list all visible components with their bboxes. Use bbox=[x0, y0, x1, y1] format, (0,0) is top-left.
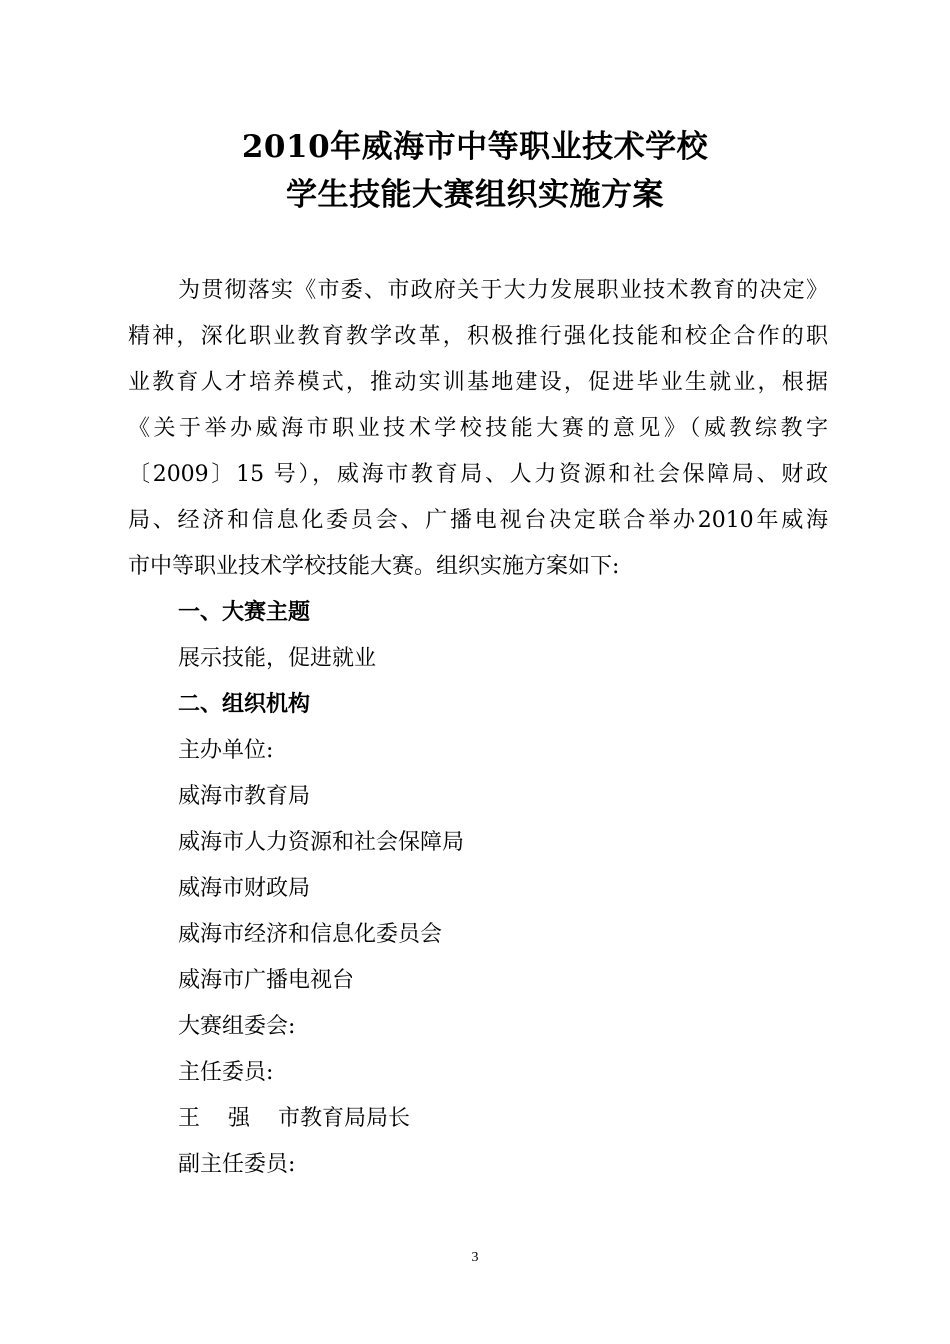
intro-line: 业教育人才培养模式，推动实训基地建设，促进毕业生就业，根据 bbox=[128, 370, 828, 395]
intro-line: 为贯彻落实《市委、市政府关于大力发展职业技术教育的决定》 bbox=[178, 278, 828, 303]
director-surname: 王 bbox=[178, 1106, 201, 1131]
director-label: 主任委员: bbox=[178, 1060, 274, 1085]
intro-line: 市中等职业技术学校技能大赛。组织实施方案如下: bbox=[128, 554, 620, 579]
page-number: 3 bbox=[471, 1250, 479, 1265]
host-item: 威海市教育局 bbox=[178, 784, 311, 809]
intro-line: 精神，深化职业教育教学改革，积极推行强化技能和校企合作的职 bbox=[128, 324, 828, 349]
title-line-1: 2010年威海市中等职业技术学校 bbox=[241, 129, 709, 165]
theme-content: 展示技能，促进就业 bbox=[178, 646, 377, 671]
director-given-name: 强 bbox=[228, 1106, 251, 1131]
host-label: 主办单位: bbox=[178, 738, 274, 763]
section-heading-theme: 一、大赛主题 bbox=[178, 600, 311, 625]
committee-label: 大赛组委会: bbox=[178, 1014, 296, 1039]
host-item: 威海市财政局 bbox=[178, 876, 311, 901]
title-line-2: 学生技能大赛组织实施方案 bbox=[286, 177, 664, 213]
intro-line: 《关于举办威海市职业技术学校技能大赛的意见》（威教综教字 bbox=[128, 416, 828, 441]
host-item: 威海市广播电视台 bbox=[178, 968, 355, 993]
intro-line: 局、经济和信息化委员会、广播电视台决定联合举办2010年威海 bbox=[128, 508, 828, 533]
vice-director-label: 副主任委员: bbox=[178, 1152, 296, 1177]
director-position: 市教育局局长 bbox=[278, 1106, 411, 1131]
director-row bbox=[178, 1104, 410, 1134]
section-heading-organization: 二、组织机构 bbox=[178, 692, 311, 717]
host-item: 威海市人力资源和社会保障局 bbox=[178, 830, 465, 855]
intro-line: 〔2009〕15 号），威海市教育局、人力资源和社会保障局、财政 bbox=[128, 462, 828, 487]
host-item: 威海市经济和信息化委员会 bbox=[178, 922, 443, 947]
